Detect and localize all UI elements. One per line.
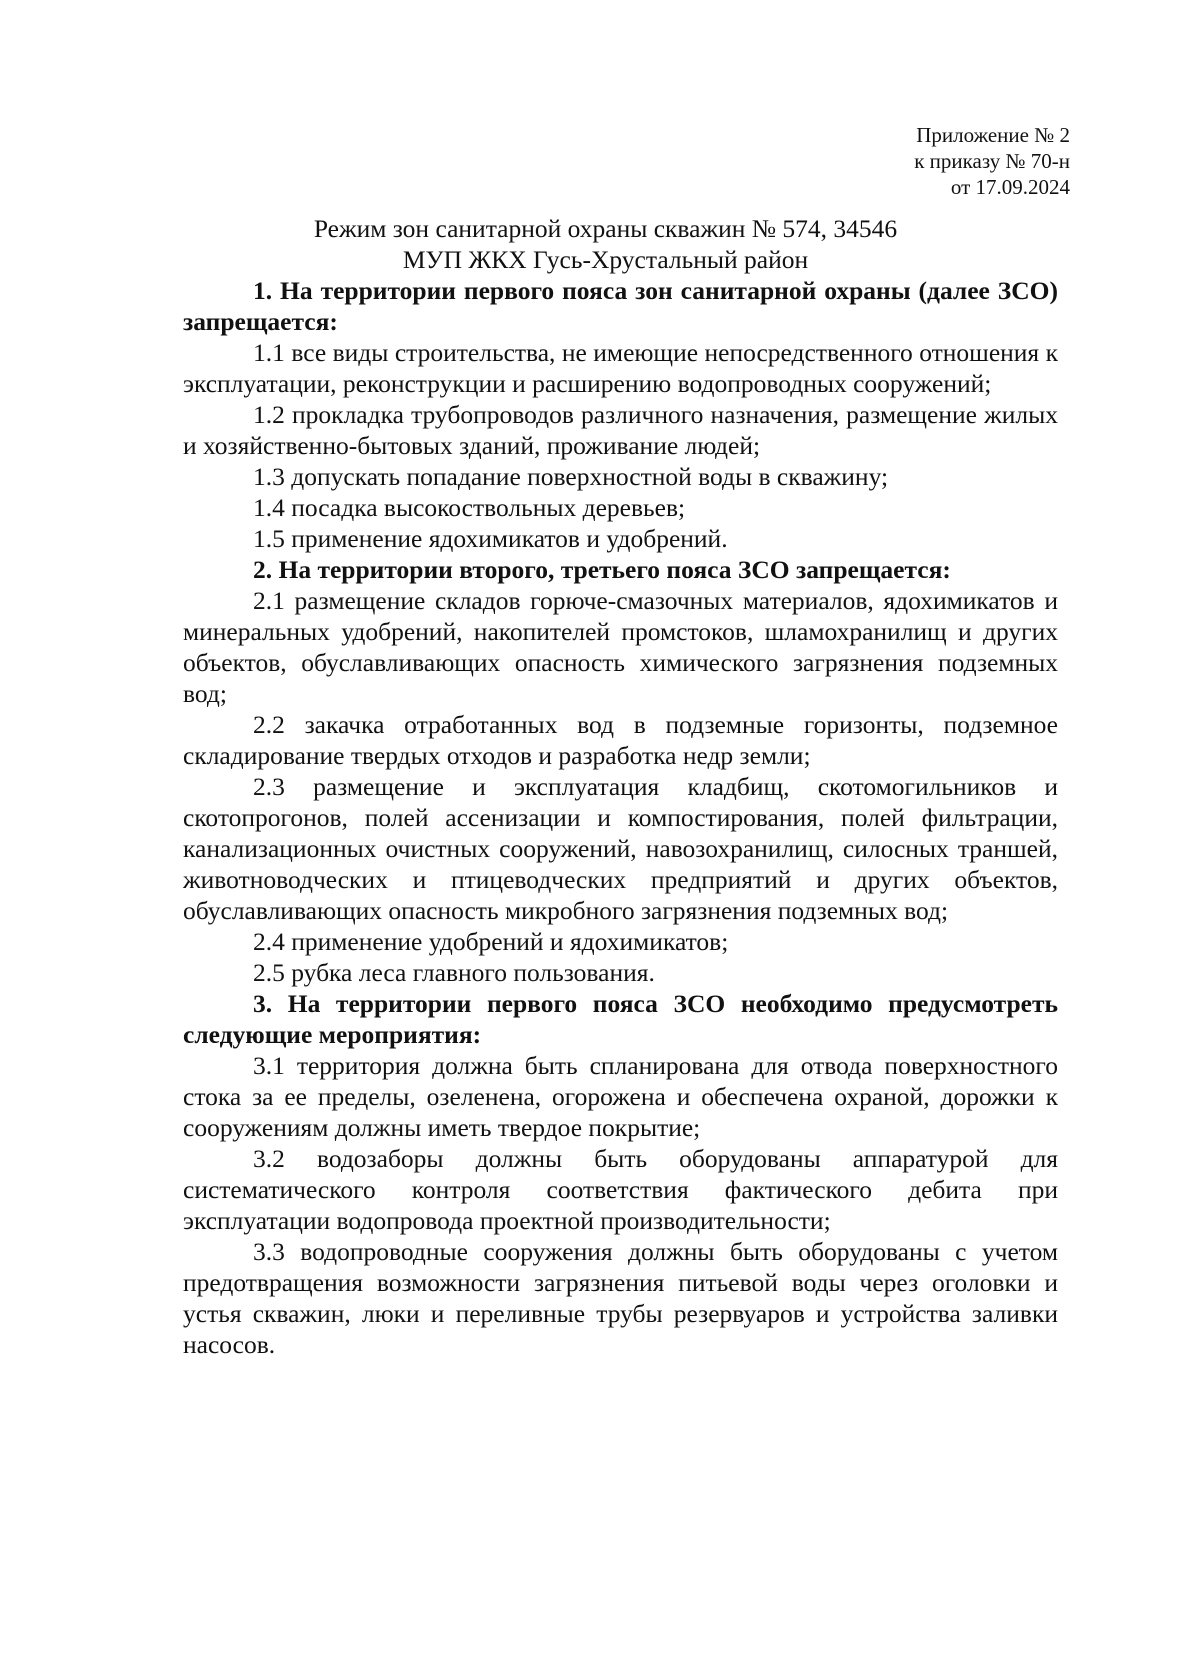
document-body — [183, 213, 1058, 1360]
section-2-item-3: 2.3 размещение и эксплуатация кладбищ, скотомогильников и скотопрогонов, полей ассенизации и компостирования, полей фильтрации, канализационных очистных сооружений, навозохранилищ, силосных траншей, животноводческих и птицеводческих предприятий и других объектов, обуславливающих опасность микробного загрязнения подземных вод; — [183, 772, 1058, 925]
annex-order: к приказу № 70-н — [914, 149, 1070, 173]
section-3-item-1: 3.1 территория должна быть спланирована для отвода поверхностного стока за ее пределы, озеленена, огорожена и обеспечена охраной, дорожки к сооружениям должны иметь твердое покрытие; — [183, 1051, 1058, 1142]
title-line-1: Режим зон санитарной охраны скважин № 574, 34546 — [313, 214, 898, 243]
section-2-item-5: 2.5 рубка леса главного пользования. — [253, 958, 655, 987]
section-1-item-1: 1.1 все виды строительства, не имеющие непосредственного отношения к эксплуатации, реконструкции и расширению водопроводных сооружений; — [183, 338, 1058, 398]
annex-number: Приложение № 2 — [916, 123, 1070, 147]
section-2-item-2: 2.2 закачка отработанных вод в подземные горизонты, подземное складирование твердых отходов и разработка недр земли; — [183, 710, 1058, 770]
annex-header — [914, 122, 1070, 200]
section-1-item-2: 1.2 прокладка трубопроводов различного назначения, размещение жилых и хозяйственно-бытовых зданий, проживание людей; — [183, 400, 1058, 460]
document-title — [153, 213, 1058, 275]
section-2-item-1: 2.1 размещение складов горюче-смазочных материалов, ядохимикатов и минеральных удобрений, накопителей промстоков, шламохранилищ и других объектов, обуславливающих опасность химического загрязнения подземных вод; — [183, 586, 1058, 708]
section-1-item-4: 1.4 посадка высокоствольных деревьев; — [253, 493, 686, 522]
section-1-heading: 1. На территории первого пояса зон санитарной охраны (далее ЗСО) запрещается: — [183, 276, 1058, 336]
section-1-item-5: 1.5 применение ядохимикатов и удобрений. — [253, 524, 728, 553]
section-2-heading: 2. На территории второго, третьего пояса ЗСО запрещается: — [253, 555, 951, 584]
section-1-item-3: 1.3 допускать попадание поверхностной воды в скважину; — [253, 462, 889, 491]
annex-date: от 17.09.2024 — [950, 175, 1070, 199]
title-line-2: МУП ЖКХ Гусь-Хрустальный район — [402, 245, 809, 274]
section-3-item-3: 3.3 водопроводные сооружения должны быть оборудованы с учетом предотвращения возможности загрязнения питьевой воды через оголовки и устья скважин, люки и переливные трубы резервуаров и устройства заливки насосов. — [183, 1237, 1058, 1359]
section-2-item-4: 2.4 применение удобрений и ядохимикатов; — [253, 927, 729, 956]
section-3-item-2: 3.2 водозаборы должны быть оборудованы аппаратурой для систематического контроля соответствия фактического дебита при эксплуатации водопровода проектной производительности; — [183, 1144, 1058, 1235]
section-3-heading: 3. На территории первого пояса ЗСО необходимо предусмотреть следующие мероприятия: — [183, 989, 1058, 1049]
